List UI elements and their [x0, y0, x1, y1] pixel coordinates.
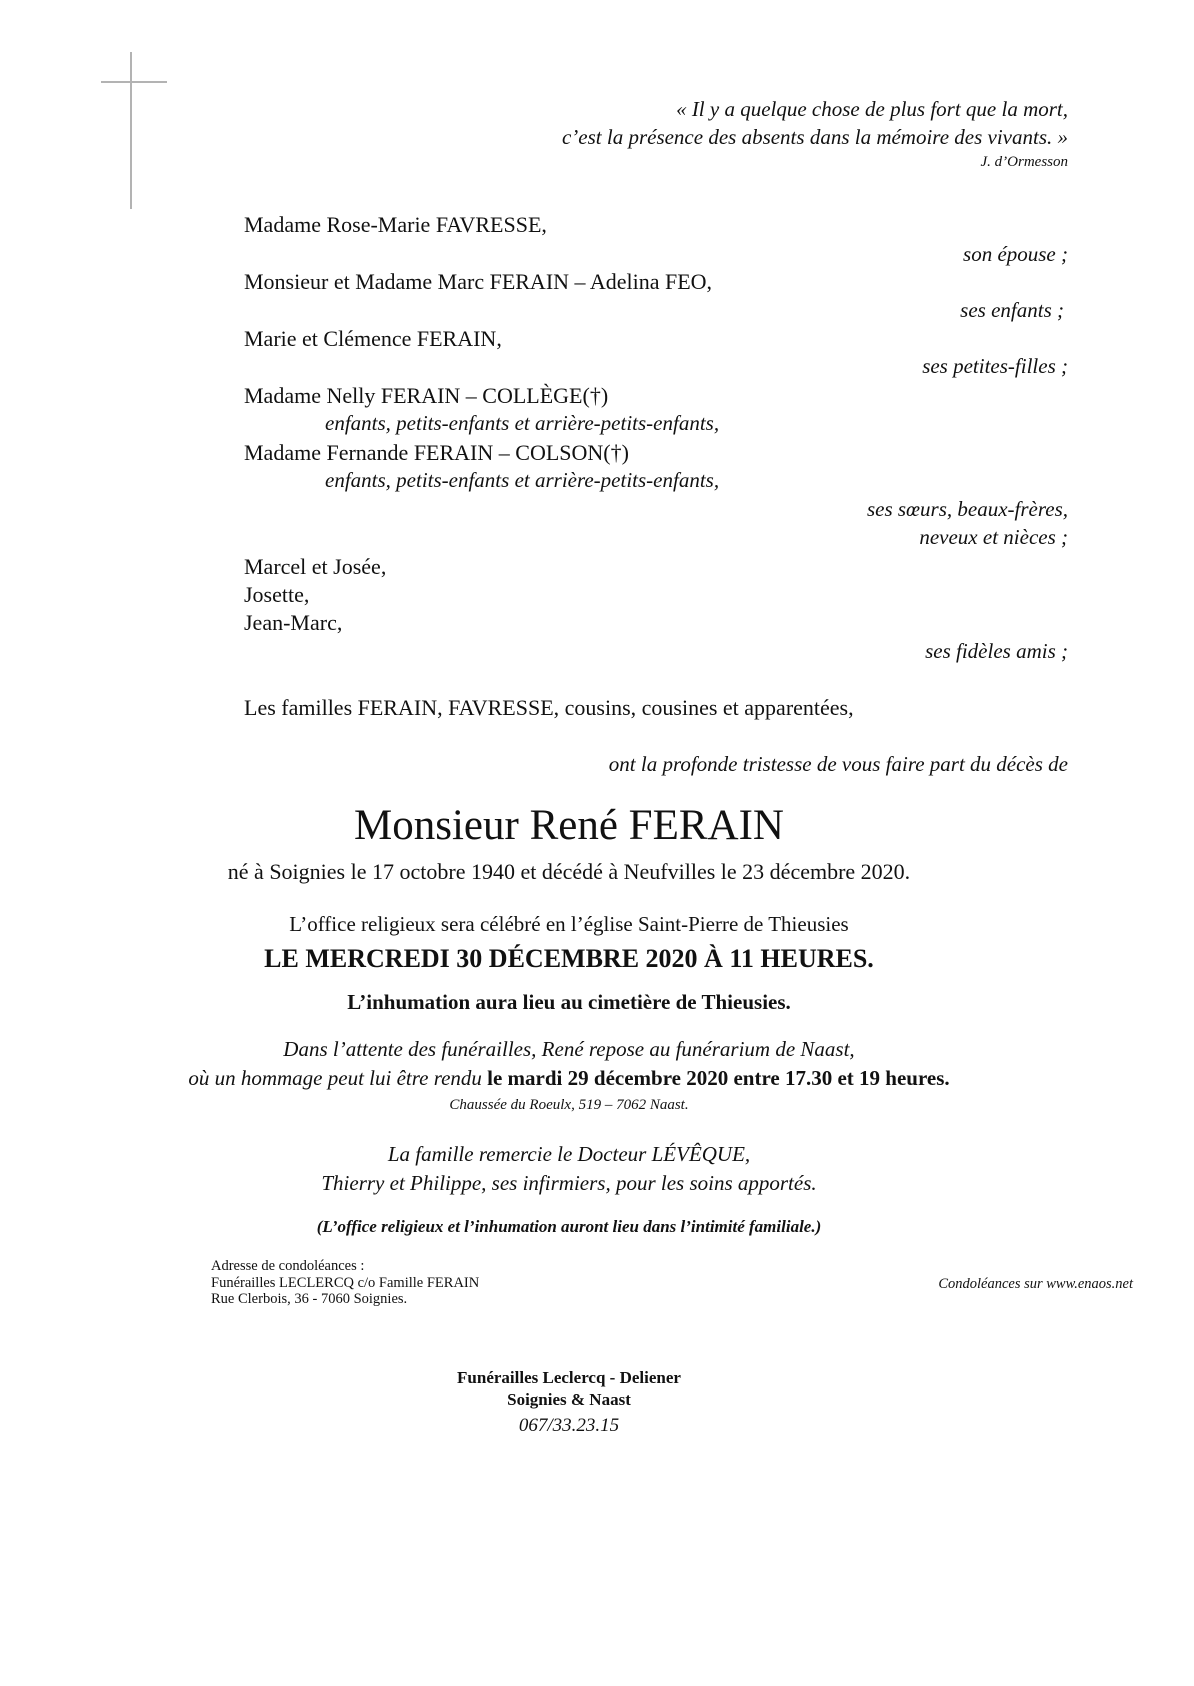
quote-line-2: c’est la présence des absents dans la mémoire des vivants. » [561, 125, 1068, 149]
funeral-home-name: Funérailles Leclercq - Deliener [457, 1368, 681, 1387]
cross-horizontal-bar [101, 81, 167, 83]
children-name: Monsieur et Madame Marc FERAIN – Adelina FEO, [244, 269, 713, 294]
spouse-relation: son épouse ; [963, 242, 1068, 266]
grandchildren-name: Marie et Clémence FERAIN, [244, 326, 502, 351]
church-line: L’office religieux sera célébré en l’église Saint-Pierre de Thieusies [289, 912, 849, 936]
funeral-home-locations: Soignies & Naast [507, 1390, 631, 1409]
quote-author: J. d’Ormesson [980, 154, 1068, 170]
sibling-name: Madame Nelly FERAIN – COLLÈGE(†) [244, 383, 609, 408]
online-condolences-link[interactable]: Condoléances sur www.enaos.net [938, 1276, 1133, 1292]
deceased-name: Monsieur René FERAIN [354, 802, 784, 849]
condolences-label: Adresse de condoléances : [211, 1258, 365, 1274]
children-relation: ses enfants ; [960, 298, 1064, 322]
siblings-relation-line-2: neveux et nièces ; [919, 525, 1068, 549]
friend-name: Jean-Marc, [244, 610, 343, 635]
ceremony-date: LE MERCREDI 30 DÉCEMBRE 2020 À 11 HEURES. [264, 944, 874, 973]
spouse-name: Madame Rose-Marie FAVRESSE, [244, 212, 547, 237]
privacy-note: (L’office religieux et l’inhumation auront lieu dans l’intimité familiale.) [316, 1217, 822, 1236]
sibling-name: Madame Fernande FERAIN – COLSON(†) [244, 440, 629, 465]
quote-line-1: « Il y a quelque chose de plus fort que la mort, [676, 97, 1068, 121]
visitation-line-2 [0, 1068, 1166, 1089]
condolences-address-line-2: Rue Clerbois, 36 - 7060 Soignies. [211, 1291, 408, 1307]
announcement-intro: ont la profonde tristesse de vous faire part du décès de [608, 752, 1068, 776]
friend-name: Marcel et Josée, [244, 554, 387, 579]
sibling-descendants: enfants, petits-enfants et arrière-petits-enfants, [325, 468, 720, 492]
visitation-line-1: Dans l’attente des funérailles, René repose au funérarium de Naast, [283, 1037, 855, 1061]
visitation-datetime: le mardi 29 décembre 2020 entre 17.30 et 19 heures. [487, 1066, 950, 1090]
visitation-line-2-italic: où un hommage peut lui être rendu [188, 1066, 488, 1090]
birth-death-line: né à Soignies le 17 octobre 1940 et décédé à Neufvilles le 23 décembre 2020. [227, 859, 911, 884]
funeral-home-phone[interactable]: 067/33.23.15 [518, 1415, 620, 1436]
grandchildren-relation: ses petites-filles ; [922, 354, 1068, 378]
thanks-line-1: La famille remercie le Docteur LÉVÊQUE, [387, 1142, 751, 1166]
extended-family: Les familles FERAIN, FAVRESSE, cousins, cousines et apparentées, [244, 695, 854, 720]
condolences-address-line-1: Funérailles LECLERCQ c/o Famille FERAIN [211, 1275, 480, 1291]
thanks-line-2: Thierry et Philippe, ses infirmiers, pour les soins apportés. [321, 1171, 817, 1195]
cross-vertical-bar [130, 52, 132, 209]
friend-name: Josette, [244, 582, 310, 607]
burial-line: L’inhumation aura lieu au cimetière de Thieusies. [347, 990, 791, 1014]
sibling-descendants: enfants, petits-enfants et arrière-petits-enfants, [325, 411, 720, 435]
friends-relation: ses fidèles amis ; [925, 639, 1068, 663]
funerarium-address: Chaussée du Roeulx, 519 – 7062 Naast. [449, 1097, 689, 1113]
siblings-relation-line-1: ses sœurs, beaux-frères, [866, 497, 1068, 521]
